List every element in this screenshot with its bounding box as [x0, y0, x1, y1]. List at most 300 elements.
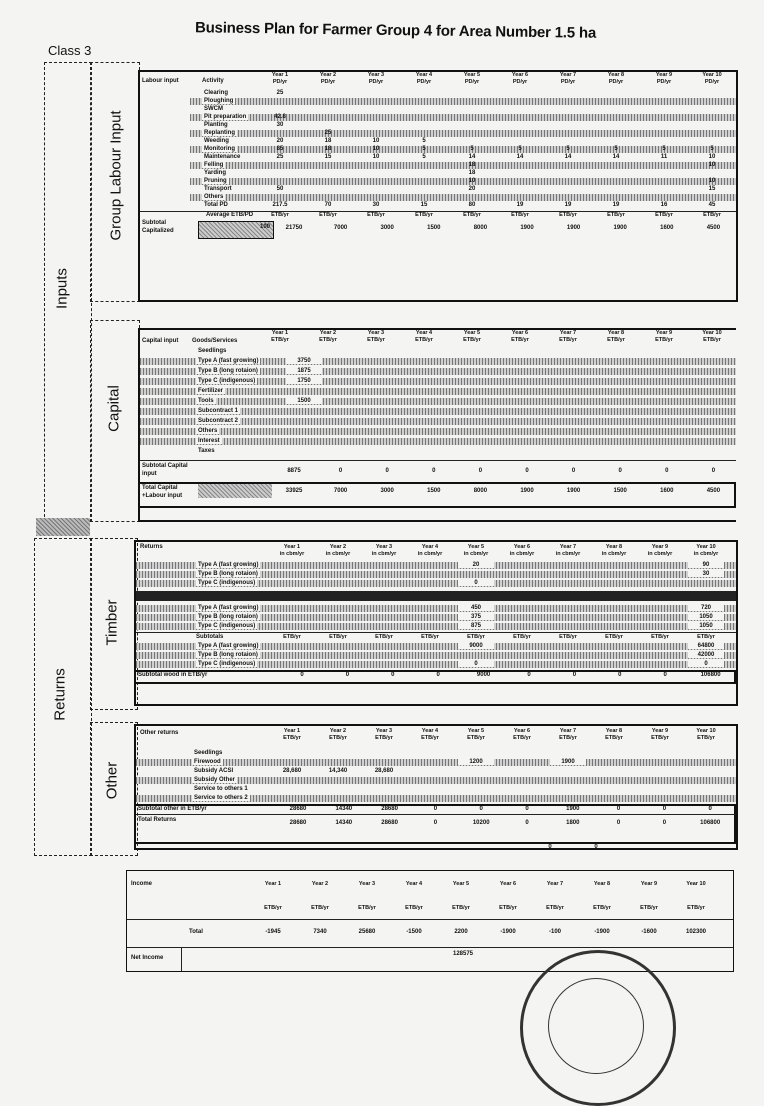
labour-cell: 30	[372, 202, 380, 208]
labour-cell: 10	[372, 138, 380, 144]
subtotal-wood-cell: 106800	[700, 672, 721, 678]
other-total-cell: 0	[616, 820, 621, 826]
labour-cell: 5	[710, 146, 714, 152]
unit-header: PD/yr	[320, 79, 336, 85]
labour-cell: 10	[708, 178, 716, 184]
capital-total-cell: 1900	[520, 488, 534, 494]
timber-cell: 90	[688, 562, 724, 568]
other-total-cell: 10200	[472, 820, 490, 826]
capital-subtotal-cell: 0	[571, 468, 576, 474]
other-total-cell: 1800	[566, 820, 580, 826]
year-header: Year 9	[651, 544, 669, 550]
unit-header: PD/yr	[368, 79, 384, 85]
other-subtotal-cell: 0	[525, 806, 529, 812]
timber-etb-label: Type A (fast growing)	[198, 643, 259, 649]
subtotal-wood-cell: 0	[345, 672, 350, 678]
other-subtotal-cell: 0	[616, 806, 621, 812]
labour-cell: 19	[612, 202, 620, 208]
unit-header: ETB/yr	[319, 337, 337, 343]
row-shading	[190, 98, 736, 105]
unit-header: ETB/yr	[311, 905, 329, 911]
other-returns-head: Other returns	[140, 730, 179, 736]
subtotal-label: Subtotal	[142, 220, 166, 226]
labour-cell: 50	[276, 186, 284, 192]
unit-header: ETB/yr	[651, 735, 669, 741]
labour-cell: 18	[324, 138, 332, 144]
unit-header: in cbm/yr	[279, 551, 305, 557]
unit-header: ETB/yr	[421, 735, 439, 741]
etb-unit: ETB/yr	[651, 634, 669, 640]
unit-header: ETB/yr	[405, 905, 423, 911]
avg-etb-value: 100	[260, 224, 271, 230]
capital-total-cell: 7000	[333, 488, 348, 494]
unit-header: ETB/yr	[546, 905, 564, 911]
timber-etb-cell: 42000	[688, 652, 724, 658]
capital-subtotal-cell: 0	[711, 468, 716, 474]
labour-subtotal-cell: 1500	[427, 225, 441, 231]
divider	[136, 632, 736, 633]
subtotal-wood-cell: 0	[527, 672, 531, 678]
net-income-label: Net Income	[131, 955, 164, 961]
subtotal-wood-cell: 0	[300, 672, 304, 678]
capital-row-label: Type B (long rotaion)	[198, 368, 258, 374]
timber-cell: 0	[458, 580, 494, 586]
labour-cell: 16	[660, 202, 668, 208]
capital-subtotal-cell: 0	[338, 468, 343, 474]
unit-header: PD/yr	[608, 79, 624, 85]
divider	[136, 814, 736, 815]
etb-unit: ETB/yr	[319, 212, 337, 218]
timber-cell: 1050	[688, 614, 724, 620]
subtotal-wood-cell: 0	[572, 672, 577, 678]
capital-row-label: Subcontract 1	[198, 408, 239, 414]
labour-row-label: Clearing	[204, 90, 229, 96]
income-table	[126, 870, 734, 972]
capital-total-cell: 1500	[613, 488, 627, 494]
labour-row-label: Others	[204, 194, 224, 200]
labour-row-label: Pit preparation	[204, 114, 247, 120]
labour-row-label: Weeding	[204, 138, 229, 144]
year-header: Year 2	[329, 728, 347, 734]
capital-row-label: Taxes	[198, 448, 215, 454]
labour-cell: 10	[708, 162, 716, 168]
year-header: Year 4	[415, 72, 433, 78]
timber-label: Timber	[103, 599, 121, 646]
unit-header: PD/yr	[560, 79, 576, 85]
unit-header: PD/yr	[464, 79, 480, 85]
income-total-cell: -1900	[594, 929, 610, 935]
etb-unit: ETB/yr	[271, 212, 289, 218]
labour-row-label: SWCM	[204, 106, 223, 112]
year-header: Year 9	[655, 72, 673, 78]
subtotal-wood-label: Subtotal wood in ETB/yr	[138, 672, 208, 678]
other-row-label: Subsidy ACSI	[194, 768, 234, 774]
etb-unit: ETB/yr	[559, 212, 577, 218]
year-header: Year 4	[421, 728, 439, 734]
row-shading	[140, 388, 736, 395]
other-label: Other	[103, 761, 121, 800]
year-header: Year 3	[375, 728, 393, 734]
capital-cell: 1750	[286, 378, 322, 384]
unit-header: ETB/yr	[559, 735, 577, 741]
year-header: Year 5	[452, 881, 470, 887]
income-total-cell: -1600	[641, 929, 657, 935]
unit-header: in cbm/yr	[601, 551, 627, 557]
capital-row-label: Tools	[198, 398, 214, 404]
year-header: Year 1	[271, 330, 289, 336]
year-header: Year 5	[463, 72, 481, 78]
hatched-box	[198, 484, 272, 498]
labour-cell: 5	[566, 146, 570, 152]
other-subtotal-cell: 0	[433, 806, 438, 812]
unit-header: ETB/yr	[467, 735, 485, 741]
timber-row-label: Type C (indigenous)	[198, 623, 256, 629]
labour-subtotal-cell: 1900	[613, 225, 627, 231]
other-extra-cell: 0	[548, 844, 552, 850]
labour-cell: 5	[614, 146, 618, 152]
row-shading	[140, 398, 736, 405]
year-header: Year 7	[559, 544, 577, 550]
year-header: Year 6	[513, 544, 531, 550]
year-header: Year 1	[264, 881, 282, 887]
other-subtotal-cell: 0	[479, 806, 483, 812]
labour-cell: 42.8	[274, 114, 286, 120]
etb-unit: ETB/yr	[421, 634, 439, 640]
timber-row-label: Type B (long rotaion)	[198, 614, 258, 620]
subtotal-wood-cell: 0	[618, 672, 622, 678]
year-header: Year 8	[607, 72, 625, 78]
capital-total-cell: 1600	[660, 488, 674, 494]
subtotals-label: Subtotals	[196, 634, 224, 640]
labour-cell: 70	[324, 202, 332, 208]
unit-header: ETB/yr	[607, 337, 625, 343]
other-subtotal-cell: 28680	[289, 806, 307, 812]
other-total-label: Total Returns	[138, 817, 177, 823]
capital-cell: 3750	[286, 358, 322, 364]
etb-unit: ETB/yr	[467, 634, 485, 640]
labour-cell: 85	[276, 146, 284, 152]
income-total-cell: -100	[548, 929, 561, 935]
year-header: Year 9	[640, 881, 658, 887]
row-shading	[190, 130, 736, 137]
other-subtotal-label: Subtotal other in ETB/yr	[138, 806, 207, 812]
capital-total-cell: 3000	[380, 488, 394, 494]
labour-subtotal-cell: 21750	[285, 225, 303, 231]
labour-cell: 5	[422, 146, 426, 152]
income-head: Income	[131, 881, 153, 887]
unit-header: ETB/yr	[593, 905, 611, 911]
timber-row-label: Type A (fast growing)	[198, 562, 259, 568]
inputs-label: Inputs	[53, 268, 71, 309]
timber-etb-label: Type C (indigenous)	[198, 661, 256, 667]
divider	[181, 947, 182, 971]
labour-cell: 5	[422, 154, 426, 160]
labour-row-label: Maintenance	[204, 154, 241, 160]
year-header: Year 9	[655, 330, 673, 336]
unit-header: ETB/yr	[687, 905, 705, 911]
labour-subtotal-cell: 1900	[566, 225, 581, 231]
labour-cell: 19	[516, 202, 524, 208]
unit-header: ETB/yr	[283, 735, 301, 741]
capital-subtotal-cell: 8875	[287, 468, 301, 474]
unit-header: ETB/yr	[655, 337, 673, 343]
year-header: Year 3	[367, 330, 385, 336]
year-header: Year 5	[467, 544, 485, 550]
capital-row-label: Fertilizer	[198, 388, 224, 394]
labour-cell: 15	[708, 186, 716, 192]
labour-row-label: Felling	[204, 162, 224, 168]
labour-cell: 18	[468, 162, 476, 168]
other-row-label: Seedlings	[194, 750, 223, 756]
capital-subtotal-label: Subtotal Capital input	[142, 463, 188, 477]
subtotal-wood-cell: 0	[663, 672, 667, 678]
labour-cell: 11	[660, 154, 668, 160]
year-header: Year 2	[319, 330, 337, 336]
year-header: Year 10	[696, 728, 716, 734]
year-header: Year 2	[319, 72, 337, 78]
separator-block	[36, 518, 90, 536]
other-row-label: Service to others 1	[194, 786, 248, 792]
unit-header: ETB/yr	[605, 735, 623, 741]
labour-cell: 14	[564, 154, 572, 160]
capital-total-cell: 33925	[285, 488, 303, 494]
income-total-label: Total	[189, 929, 203, 935]
labour-cell: 45	[708, 202, 716, 208]
timber-etb-cell: 0	[458, 661, 494, 667]
unit-header: in cbm/yr	[463, 551, 489, 557]
labour-subtotal-cell: 3000	[380, 225, 394, 231]
year-header: Year 10	[696, 544, 716, 550]
labour-head: Labour input	[142, 78, 179, 84]
year-header: Year 6	[511, 330, 529, 336]
row-shading	[190, 194, 736, 201]
timber-cell: 1050	[688, 623, 724, 629]
income-total-cell: 102300	[685, 929, 707, 935]
capital-subtotal-cell: 0	[525, 468, 529, 474]
returns-head: Returns	[140, 544, 163, 550]
labour-table	[138, 70, 738, 302]
timber-cell: 450	[458, 605, 494, 611]
labour-row-label: Transport	[204, 186, 232, 192]
labour-cell: 20	[276, 138, 284, 144]
row-shading	[136, 759, 736, 766]
year-header: Year 2	[329, 544, 347, 550]
year-header: Year 4	[415, 330, 433, 336]
timber-table	[134, 540, 738, 706]
capital-cell: 1875	[286, 368, 322, 374]
capital-subtotal-cell: 0	[432, 468, 436, 474]
divider	[140, 460, 736, 461]
labour-row-label: Monitoring	[204, 146, 235, 152]
year-header: Year 10	[702, 72, 722, 78]
labour-cell: 25	[276, 90, 284, 96]
other-extra-cell: 0	[594, 844, 598, 850]
capital-subtotal-cell: 0	[478, 468, 483, 474]
capital-row-label: Seedlings	[198, 348, 227, 354]
year-header: Year 6	[513, 728, 531, 734]
year-header: Year 7	[559, 72, 577, 78]
class-label: Class 3	[48, 43, 92, 58]
unit-header: ETB/yr	[499, 905, 517, 911]
capital-subtotal-cell: 0	[665, 468, 669, 474]
labour-row-label: Yarding	[204, 170, 227, 176]
unit-header: in cbm/yr	[371, 551, 397, 557]
divider	[127, 947, 733, 948]
capital-subtotal-cell: 0	[385, 468, 389, 474]
unit-header: PD/yr	[512, 79, 528, 85]
group-labour-label: Group Labour Input	[107, 110, 125, 241]
labour-cell: 14	[516, 154, 524, 160]
timber-row-label: Type C (indigenous)	[198, 580, 256, 586]
labour-cell: 25	[276, 154, 284, 160]
year-header: Year 3	[375, 544, 393, 550]
labour-row-label: Replanting	[204, 130, 235, 136]
year-header: Year 7	[559, 330, 577, 336]
unit-header: ETB/yr	[264, 905, 282, 911]
capital-total-cell: 1500	[427, 488, 441, 494]
dark-band	[136, 591, 736, 601]
other-cell: 28,680	[366, 768, 402, 774]
labour-cell: 10	[708, 154, 716, 160]
capital-total-cell: 1900	[566, 488, 581, 494]
year-header: Year 5	[467, 728, 485, 734]
etb-unit: ETB/yr	[697, 634, 715, 640]
year-header: Year 8	[607, 330, 625, 336]
unit-header: ETB/yr	[415, 337, 433, 343]
capital-total-cell: 8000	[473, 488, 488, 494]
capitalized-label: Capitalized	[142, 228, 174, 234]
year-header: Year 3	[358, 881, 376, 887]
other-cell: 1200	[458, 759, 494, 765]
divider	[140, 211, 736, 212]
unit-header: ETB/yr	[358, 905, 376, 911]
year-header: Year 3	[367, 72, 385, 78]
labour-cell: 25	[324, 130, 332, 136]
capital-total-cell: 4500	[706, 488, 721, 494]
capital-subtotal-cell: 0	[618, 468, 622, 474]
other-row-label: Subsidy Other	[194, 777, 236, 783]
timber-etb-label: Type B (long rotaion)	[198, 652, 258, 658]
other-subtotal-cell: 1900	[566, 806, 580, 812]
unit-header: in cbm/yr	[647, 551, 673, 557]
etb-unit: ETB/yr	[283, 634, 301, 640]
etb-unit: ETB/yr	[463, 212, 481, 218]
unit-header: in cbm/yr	[693, 551, 719, 557]
labour-row-label: Ploughing	[204, 98, 234, 104]
activity-head: Activity	[202, 78, 224, 84]
income-total-cell: -1900	[500, 929, 516, 935]
year-header: Year 7	[546, 881, 564, 887]
labour-row-label: Total PD	[204, 202, 228, 208]
labour-cell: 10	[372, 154, 380, 160]
timber-cell: 20	[458, 562, 494, 568]
row-shading	[140, 428, 736, 435]
year-header: Year 8	[605, 544, 623, 550]
other-subtotal-cell: 28680	[381, 806, 398, 812]
capital-cell: 1500	[286, 398, 322, 404]
other-cell: 14,340	[320, 768, 356, 774]
etb-unit: ETB/yr	[511, 212, 529, 218]
etb-unit: ETB/yr	[513, 634, 531, 640]
etb-unit: ETB/yr	[415, 212, 433, 218]
other-total-cell: 0	[433, 820, 438, 826]
labour-subtotal-cell: 1900	[520, 225, 534, 231]
capital-row-label: Others	[198, 428, 218, 434]
etb-unit: ETB/yr	[559, 634, 577, 640]
other-total-cell: 106800	[700, 820, 721, 826]
total-capital-label: Total Capital +Labour input	[142, 485, 183, 499]
year-header: Year 1	[283, 544, 301, 550]
income-total-cell: -1945	[265, 929, 281, 935]
goods-head: Goods/Services	[192, 338, 238, 344]
labour-cell: 5	[422, 138, 426, 144]
timber-row-label: Type A (fast growing)	[198, 605, 259, 611]
year-header: Year 6	[511, 72, 529, 78]
unit-header: in cbm/yr	[325, 551, 351, 557]
subtotal-wood-cell: 0	[436, 672, 440, 678]
labour-cell: 14	[612, 154, 620, 160]
other-row-label: Service to others 2	[194, 795, 248, 801]
etb-unit: ETB/yr	[607, 212, 625, 218]
unit-header: PD/yr	[656, 79, 672, 85]
unit-header: ETB/yr	[703, 337, 721, 343]
timber-cell: 375	[458, 614, 494, 620]
row-shading	[140, 438, 736, 445]
unit-header: ETB/yr	[329, 735, 347, 741]
timber-row-label: Type B (long rotaion)	[198, 571, 258, 577]
official-stamp-inner	[548, 978, 644, 1074]
etb-unit: ETB/yr	[703, 212, 721, 218]
year-header: Year 4	[405, 881, 423, 887]
timber-etb-cell: 0	[688, 661, 724, 667]
unit-header: ETB/yr	[511, 337, 529, 343]
unit-header: ETB/yr	[271, 337, 289, 343]
labour-cell: 20	[468, 186, 476, 192]
labour-cell: 18	[468, 170, 476, 176]
other-subtotal-cell: 0	[708, 806, 712, 812]
other-total-cell: 0	[525, 820, 529, 826]
unit-header: PD/yr	[704, 79, 720, 85]
year-header: Year 10	[686, 881, 706, 887]
labour-cell: 19	[564, 202, 572, 208]
unit-header: ETB/yr	[559, 337, 577, 343]
income-total-cell: -1500	[406, 929, 422, 935]
other-total-cell: 14340	[335, 820, 353, 826]
year-header: Year 6	[499, 881, 517, 887]
capital-table	[138, 328, 736, 522]
year-header: Year 4	[421, 544, 439, 550]
capital-row-label: Subcontract 2	[198, 418, 239, 424]
unit-header: ETB/yr	[375, 735, 393, 741]
unit-header: in cbm/yr	[417, 551, 443, 557]
other-total-cell: 0	[662, 820, 667, 826]
etb-unit: ETB/yr	[655, 212, 673, 218]
year-header: Year 1	[271, 72, 289, 78]
income-total-cell: 2200	[454, 929, 468, 935]
labour-row-label: Pruning	[204, 178, 227, 184]
labour-cell: 10	[372, 146, 380, 152]
timber-cell: 720	[688, 605, 724, 611]
labour-cell: 217.5	[272, 202, 288, 208]
labour-cell: 15	[324, 154, 332, 160]
subtotal-wood-cell: 0	[391, 672, 395, 678]
unit-header: ETB/yr	[452, 905, 470, 911]
year-header: Year 7	[559, 728, 577, 734]
other-row-label: Firewood	[194, 759, 221, 765]
other-total-cell: 28680	[381, 820, 398, 826]
labour-cell: 10	[468, 178, 476, 184]
etb-unit: ETB/yr	[605, 634, 623, 640]
